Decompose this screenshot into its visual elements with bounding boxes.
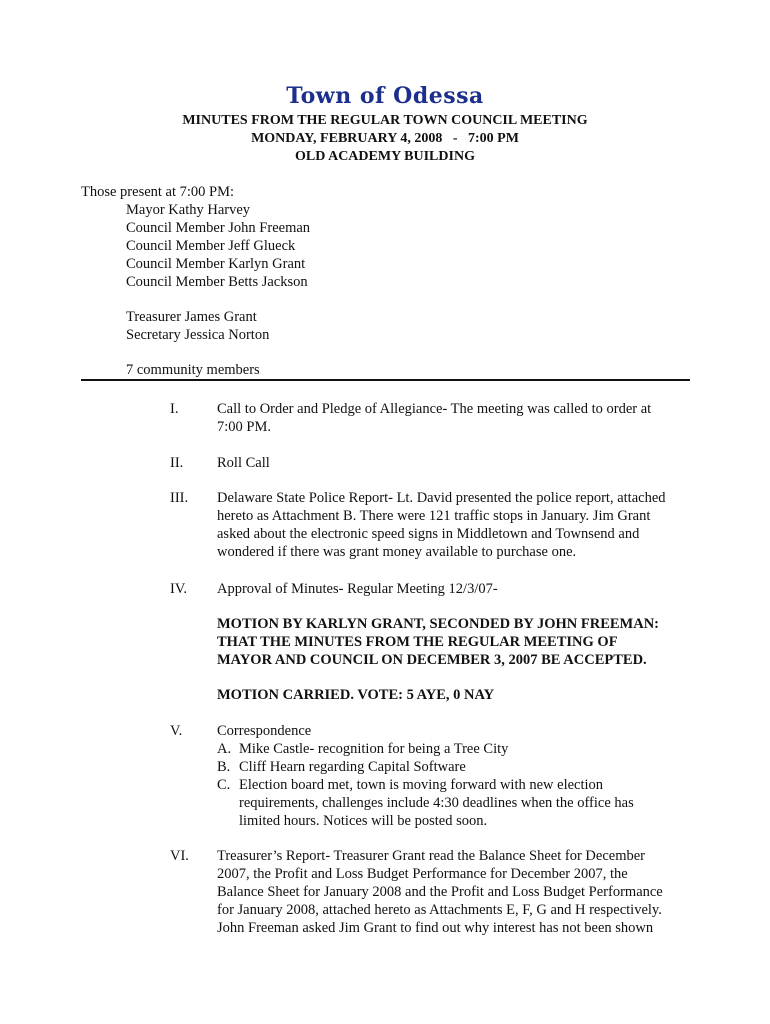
sub-text-line: Election board met, town is moving forward with new election [239,777,604,793]
attendee: Mayor Kathy Harvey [126,202,251,218]
item-title: Correspondence [217,723,312,739]
item-text-line: John Freeman asked Jim Grant to find out why interest has not been shown [217,920,654,936]
attendance-label: Those present at 7:00 PM: [81,184,235,200]
item-body [217,722,697,830]
heading-line-1: MINUTES FROM THE REGULAR TOWN COUNCIL MEETING [182,113,588,128]
section-divider [81,379,690,381]
sub-text-line: limited hours. Notices will be posted soon. [239,813,488,829]
attendee: Council Member Jeff Glueck [126,238,296,254]
item-number: IV. [170,581,188,597]
sub-text-line: Mike Castle- recognition for being a Tree City [239,741,509,757]
motion-result: MOTION CARRIED. VOTE: 5 AYE, 0 NAY [217,687,495,703]
attendee: Council Member Karlyn Grant [126,256,306,272]
item-text-line: 2007, the Profit and Loss Budget Performance for December 2007, the [217,866,628,882]
item-number: V. [170,723,183,739]
sub-letter: A. [217,741,232,757]
item-body [217,454,697,472]
attendee: Council Member John Freeman [126,220,311,236]
council-attendees [126,201,310,291]
attendee: Council Member Betts Jackson [126,274,308,290]
heading-line-2: MONDAY, FEBRUARY 4, 2008 - 7:00 PM [251,131,519,146]
correspondence-item [217,758,697,776]
attendee: Secretary Jessica Norton [126,327,270,343]
item-number: III. [170,490,189,506]
sub-text-line: requirements, challenges include 4:30 deadlines when the office has [239,795,634,811]
heading-line-3: OLD ACADEMY BUILDING [295,149,475,164]
item-text-line: hereto as Attachment B. There were 121 traffic stops in January. Jim Grant [217,508,651,524]
town-logo: Town of Odessa [286,83,484,109]
item-number: II. [170,455,184,471]
item-text-line: Approval of Minutes- Regular Meeting 12/3/07- [217,581,498,597]
item-body [217,400,697,436]
sub-letter: C. [217,777,231,793]
item-number: VI. [170,848,189,864]
item-body [217,847,697,937]
item-text-line: asked about the electronic speed signs in Middletown and Townsend and [217,526,640,542]
motion-text-line: MAYOR AND COUNCIL ON DECEMBER 3, 2007 BE ACCEPTED. [217,652,647,668]
item-text-line: 7:00 PM. [217,419,271,435]
item-text-line: Roll Call [217,455,270,471]
item-text-line: for January 2008, attached hereto as Attachments E, F, G and H respectively. [217,902,662,918]
correspondence-item [217,776,697,830]
document-heading [0,112,770,166]
item-text-line: Delaware State Police Report- Lt. David presented the police report, attached [217,490,666,506]
community-count: 7 community members [126,362,260,378]
sub-letter: B. [217,759,231,775]
sub-text-line: Cliff Hearn regarding Capital Software [239,759,466,775]
motion-text-line: MOTION BY KARLYN GRANT, SECONDED BY JOHN FREEMAN: [217,616,660,632]
item-number: I. [170,401,179,417]
item-text-line: Balance Sheet for January 2008 and the Profit and Loss Budget Performance [217,884,663,900]
item-text-line: Call to Order and Pledge of Allegiance- The meeting was called to order at [217,401,652,417]
officer-attendees [126,308,269,344]
attendee: Treasurer James Grant [126,309,257,325]
correspondence-item [217,740,697,758]
item-body [217,489,697,561]
item-text-line: wondered if there was grant money available to purchase one. [217,544,577,560]
item-text-line: Treasurer’s Report- Treasurer Grant read the Balance Sheet for December [217,848,645,864]
item-body [217,580,697,704]
motion-text-line: THAT THE MINUTES FROM THE REGULAR MEETING OF [217,634,618,650]
